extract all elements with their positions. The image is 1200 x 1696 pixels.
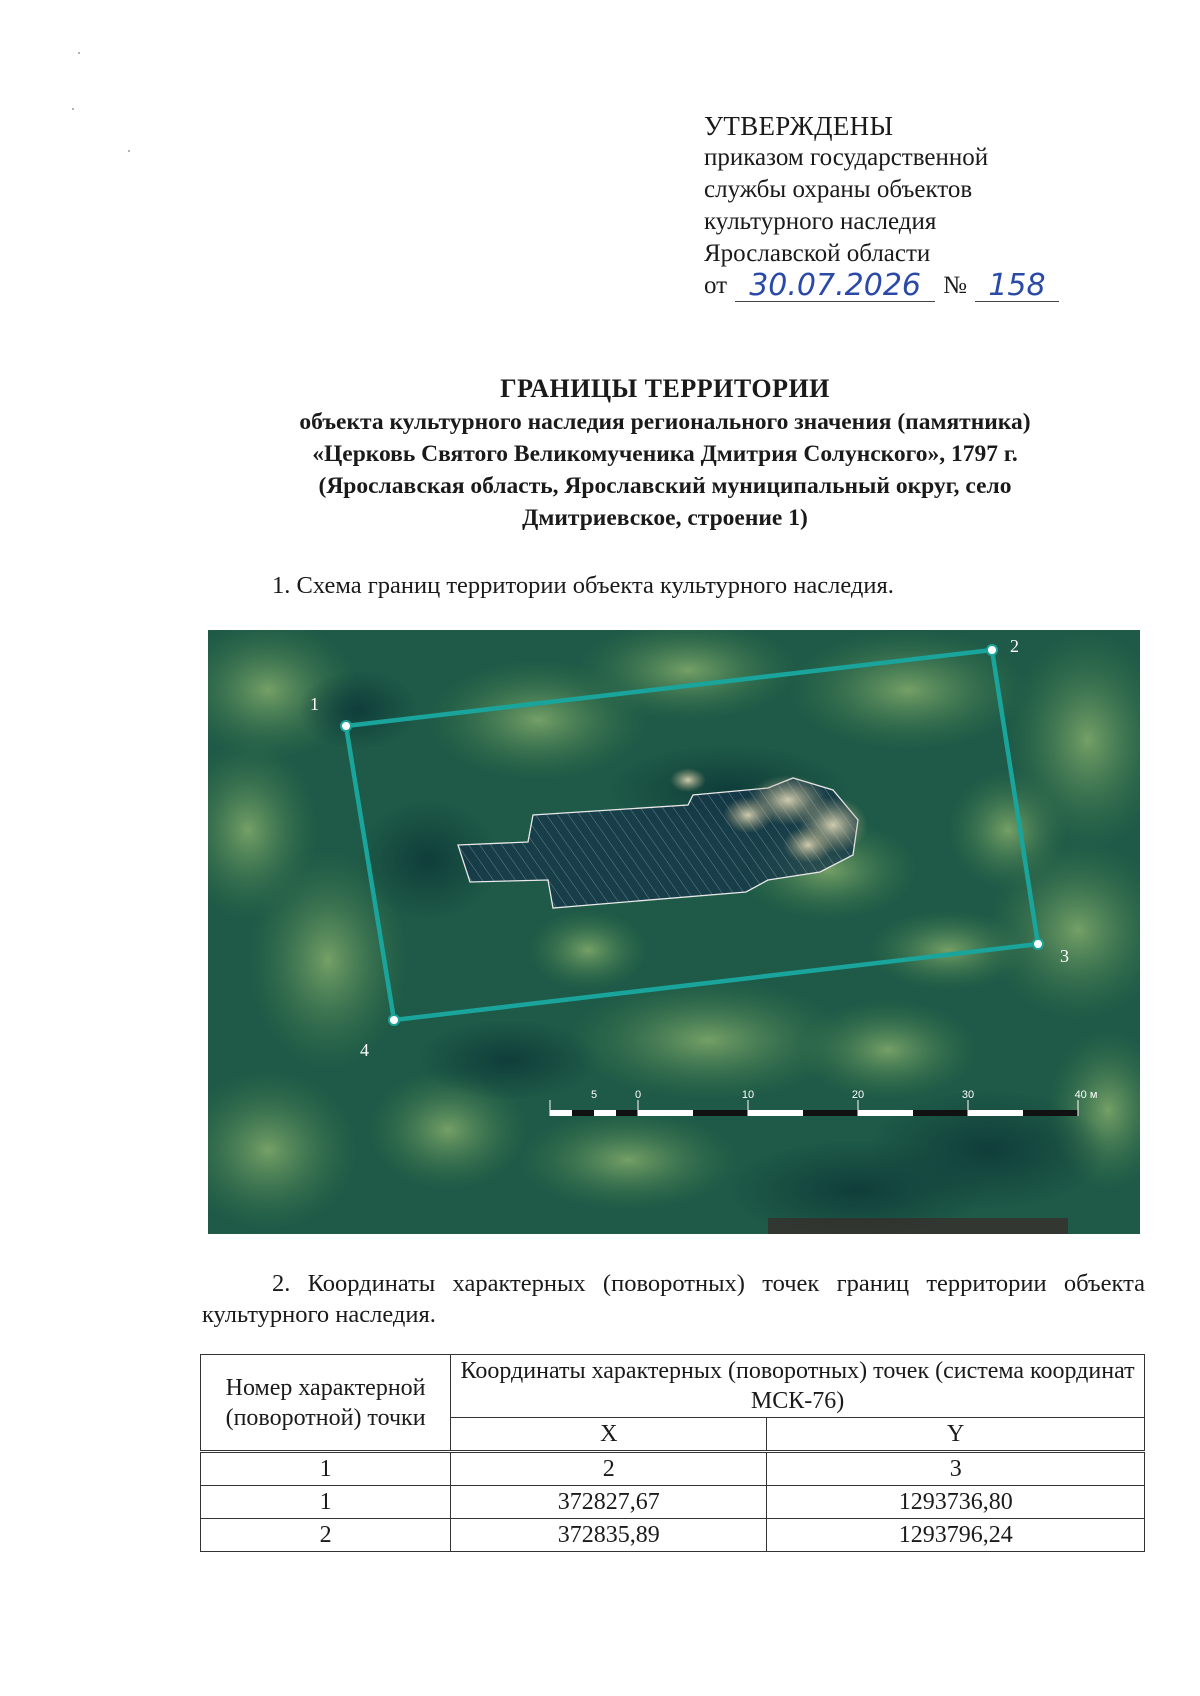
scale-label: 10: [741, 1089, 755, 1101]
col-coordinates-group-header: Координаты характерных (поворотных) точек (система координат МСК-76): [451, 1355, 1145, 1418]
boundary-point-3-marker: [1033, 939, 1043, 949]
approval-line: культурного наследия: [704, 208, 937, 235]
date-label: от: [704, 272, 728, 299]
point-number-cell: 1: [201, 1486, 451, 1519]
map-image: [208, 630, 1140, 1234]
approval-line: службы охраны объектов: [704, 176, 973, 203]
y-coordinate-cell: 1293796,24: [767, 1519, 1145, 1552]
approval-date-number-row: [704, 270, 1059, 302]
boundary-map: [208, 630, 1140, 1234]
boundary-point-4-label: 4: [360, 1040, 369, 1060]
boundary-point-3-label: 3: [1060, 946, 1069, 966]
col-point-number-header: Номер характерной (поворотной) точки: [201, 1355, 451, 1452]
section-2-heading: 2. Координаты характерных (поворотных) точек границ территории объекта культурного наследия.: [202, 1270, 1145, 1328]
approval-heading: УТВЕРЖДЕНЫ: [704, 111, 894, 141]
table-row: [201, 1486, 1145, 1519]
boundary-point-1-marker: [341, 721, 351, 731]
scan-speck: [128, 150, 130, 152]
scale-label: 0: [634, 1089, 642, 1101]
approval-line: приказом государственной: [704, 144, 989, 171]
column-index-row: [201, 1452, 1145, 1486]
col-y-header: Y: [767, 1418, 1145, 1452]
boundary-point-1-label: 1: [310, 694, 319, 714]
section-1-heading: 1. Схема границ территории объекта культурного наследия.: [272, 572, 894, 599]
title-main: ГРАНИЦЫ ТЕРРИТОРИИ: [500, 374, 830, 403]
boundary-point-4-marker: [389, 1015, 399, 1025]
boundary-point-2-marker: [987, 645, 997, 655]
scan-speck: [72, 108, 74, 110]
table-cell: 1: [201, 1452, 451, 1486]
x-coordinate-cell: 372827,67: [451, 1486, 767, 1519]
title-line: объекта культурного наследия регионального значения (памятника): [299, 409, 1031, 435]
handwritten-number: 158: [975, 271, 1059, 302]
title-line: «Церковь Святого Великомученика Дмитрия Солунского», 1797 г.: [312, 441, 1018, 467]
handwritten-date: 30.07.2026: [735, 271, 935, 302]
document-title: [200, 372, 1130, 534]
title-line: (Ярославская область, Ярославский муниципальный округ, село: [318, 473, 1012, 499]
point-number-cell: 2: [201, 1519, 451, 1552]
x-coordinate-cell: 372835,89: [451, 1519, 767, 1552]
col-x-header: X: [451, 1418, 767, 1452]
coordinates-table: [200, 1354, 1145, 1552]
scale-label: 30: [961, 1089, 975, 1101]
approval-line: Ярославской области: [704, 240, 931, 267]
title-line: Дмитриевское, строение 1): [522, 505, 808, 531]
table-row: [201, 1519, 1145, 1552]
scan-speck: [78, 52, 80, 54]
approval-block: [704, 110, 1059, 302]
y-coordinate-cell: 1293736,80: [767, 1486, 1145, 1519]
map-dark-strip: [768, 1218, 1068, 1234]
table-cell: 2: [451, 1452, 767, 1486]
boundary-point-2-label: 2: [1010, 636, 1019, 656]
number-label: №: [943, 272, 967, 299]
table-cell: 3: [767, 1452, 1145, 1486]
scale-label: 20: [851, 1089, 865, 1101]
scale-label: 5: [590, 1089, 598, 1101]
scale-label: 40 м: [1074, 1089, 1098, 1101]
